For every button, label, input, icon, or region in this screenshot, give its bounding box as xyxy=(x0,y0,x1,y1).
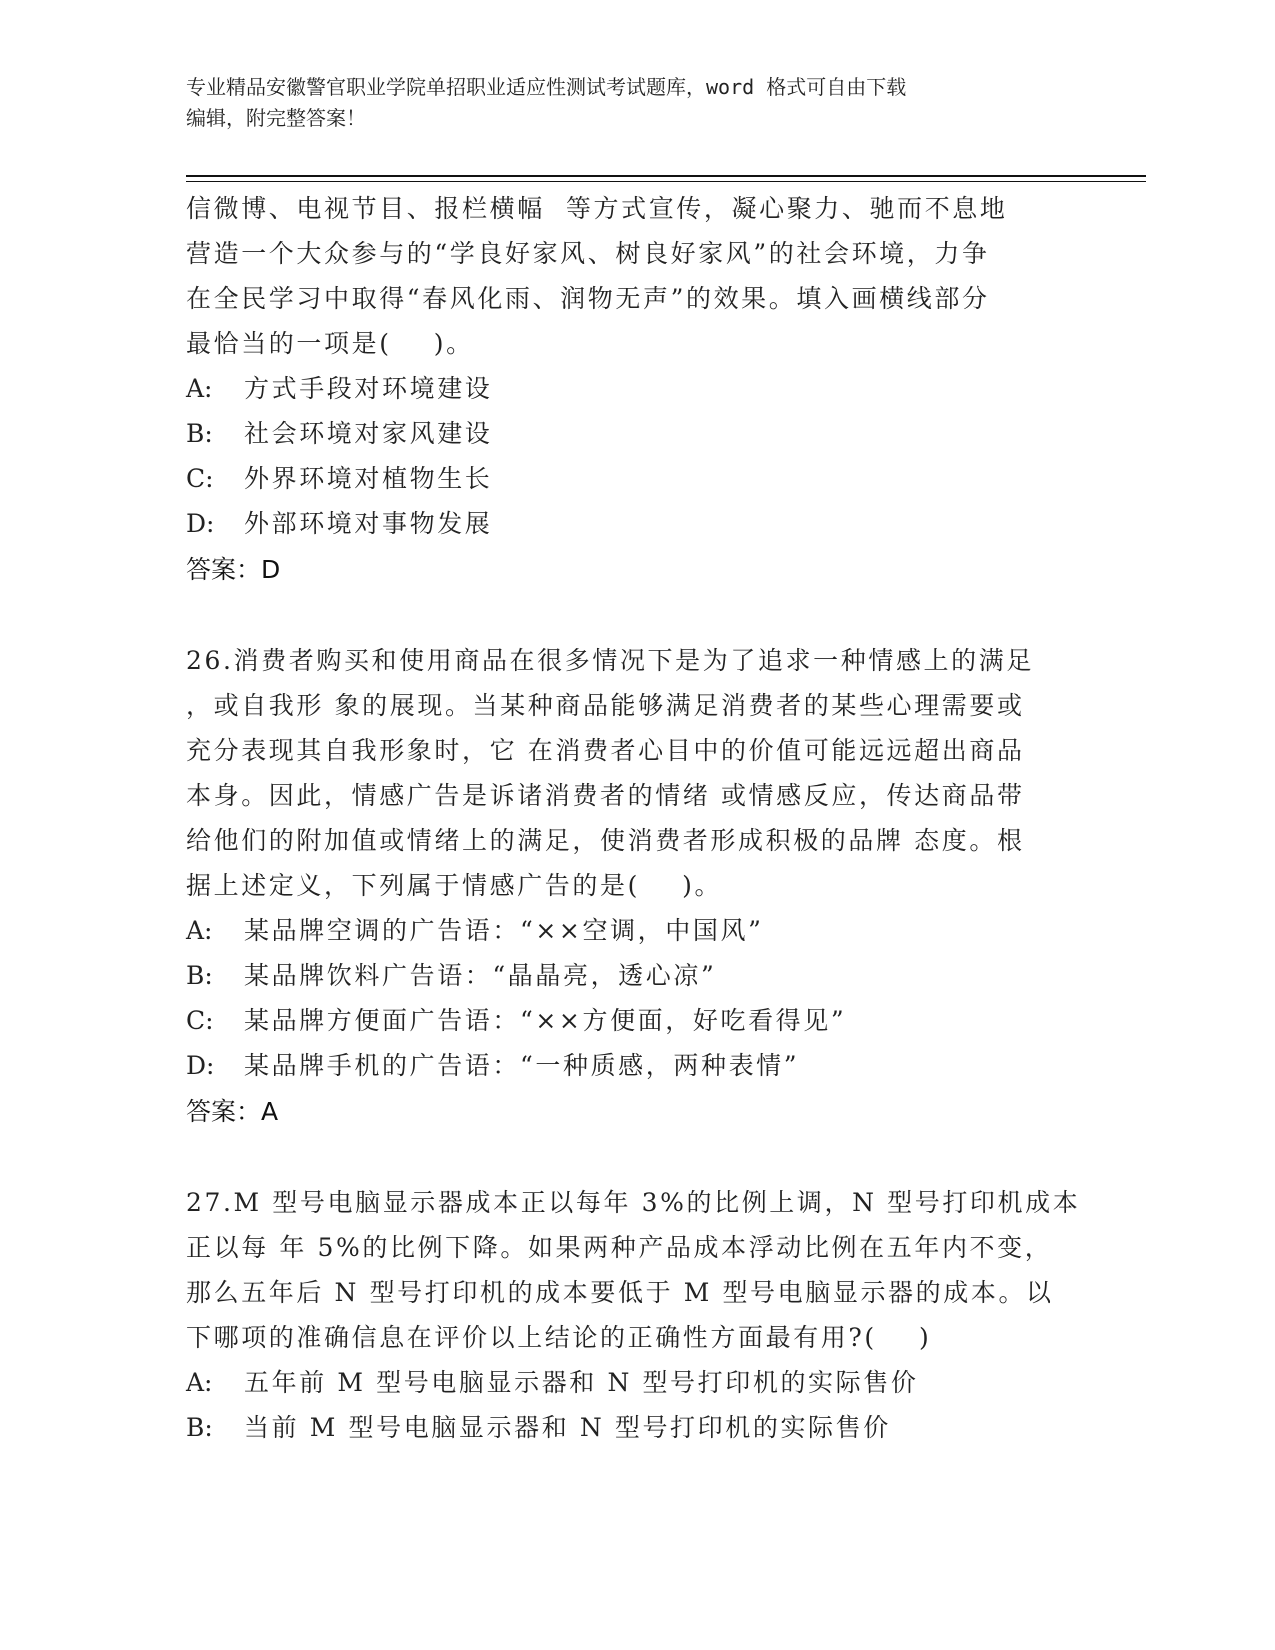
question-25 xyxy=(186,186,1086,594)
option-key: D: xyxy=(186,1051,215,1080)
spacer xyxy=(186,1136,1086,1180)
option-key: A: xyxy=(186,1368,213,1397)
option-a xyxy=(186,366,1086,411)
option-key: D: xyxy=(186,509,215,538)
question-line: 那么五年后 N 型号打印机的成本要低于 M 型号电脑显示器的成本。以 xyxy=(186,1278,1054,1307)
spacer xyxy=(186,594,1086,638)
question-line: 26.消费者购买和使用商品在很多情况下是为了追求一种情感上的满足 xyxy=(186,646,1034,675)
header-rule-thin xyxy=(186,181,1146,182)
answer: 答案：D xyxy=(186,555,281,584)
option-text: 外部环境对事物发展 xyxy=(244,509,493,538)
question-line: 在全民学习中取得“春风化雨、润物无声”的效果。填入画横线部分 xyxy=(186,284,990,313)
question-27 xyxy=(186,1180,1086,1450)
question-line: 给他们的附加值或情绪上的满足，使消费者形成积极的品牌 态度。根 xyxy=(186,826,1025,855)
option-text: 五年前 M 型号电脑显示器和 N 型号打印机的实际售价 xyxy=(244,1368,919,1397)
option-c xyxy=(186,998,1086,1043)
question-line: 充分表现其自我形象时，它 在消费者心目中的价值可能远远超出商品 xyxy=(186,736,1025,765)
question-line: 下哪项的准确信息在评价以上结论的正确性方面最有用?( ) xyxy=(186,1323,932,1352)
option-text: 外界环境对植物生长 xyxy=(244,464,493,493)
option-text: 某品牌手机的广告语：“一种质感，两种表情” xyxy=(244,1051,800,1080)
question-line: 最恰当的一项是( )。 xyxy=(186,329,474,358)
option-a xyxy=(186,908,1086,953)
option-text: 某品牌方便面广告语：“××方便面，好吃看得见” xyxy=(244,1006,847,1035)
option-text: 社会环境对家风建设 xyxy=(244,419,493,448)
option-key: A: xyxy=(186,916,213,945)
option-b xyxy=(186,1405,1086,1450)
option-d xyxy=(186,501,1086,546)
option-key: C: xyxy=(186,464,214,493)
question-line: 据上述定义，下列属于情感广告的是( )。 xyxy=(186,871,723,900)
option-text: 某品牌空调的广告语：“××空调，中国风” xyxy=(244,916,764,945)
header-line-2: 编辑，附完整答案！ xyxy=(186,106,366,130)
question-line: 27.M 型号电脑显示器成本正以每年 3%的比例上调，N 型号打印机成本 xyxy=(186,1188,1081,1217)
question-26 xyxy=(186,638,1086,1136)
option-d xyxy=(186,1043,1086,1088)
page-header xyxy=(186,72,1066,134)
option-text: 当前 M 型号电脑显示器和 N 型号打印机的实际售价 xyxy=(244,1413,891,1442)
option-c xyxy=(186,456,1086,501)
option-a xyxy=(186,1360,1086,1405)
option-key: C: xyxy=(186,1006,214,1035)
answer: 答案：A xyxy=(186,1097,279,1126)
option-key: B: xyxy=(186,1413,213,1442)
option-b xyxy=(186,411,1086,456)
option-text: 某品牌饮料广告语：“晶晶亮，透心凉” xyxy=(244,961,717,990)
header-rule-thick xyxy=(186,175,1146,177)
question-line: ，或自我形 象的展现。当某种商品能够满足消费者的某些心理需要或 xyxy=(186,691,1025,720)
question-line: 正以每 年 5%的比例下降。如果两种产品成本浮动比例在五年内不变， xyxy=(186,1233,1053,1262)
option-key: B: xyxy=(186,419,213,448)
header-line-1: 专业精品安徽警官职业学院单招职业适应性测试考试题库，word 格式可自由下载 xyxy=(186,75,907,99)
question-line: 本身。因此，情感广告是诉诸消费者的情绪 或情感反应，传达商品带 xyxy=(186,781,1025,810)
option-key: A: xyxy=(186,374,213,403)
document-body xyxy=(186,186,1086,1450)
option-b xyxy=(186,953,1086,998)
question-line: 营造一个大众参与的“学良好家风、树良好家风”的社会环境，力争 xyxy=(186,239,990,268)
option-key: B: xyxy=(186,961,213,990)
question-line: 信微博、电视节目、报栏横幅 等方式宣传，凝心聚力、驰而不息地 xyxy=(186,194,1008,223)
option-text: 方式手段对环境建设 xyxy=(244,374,493,403)
